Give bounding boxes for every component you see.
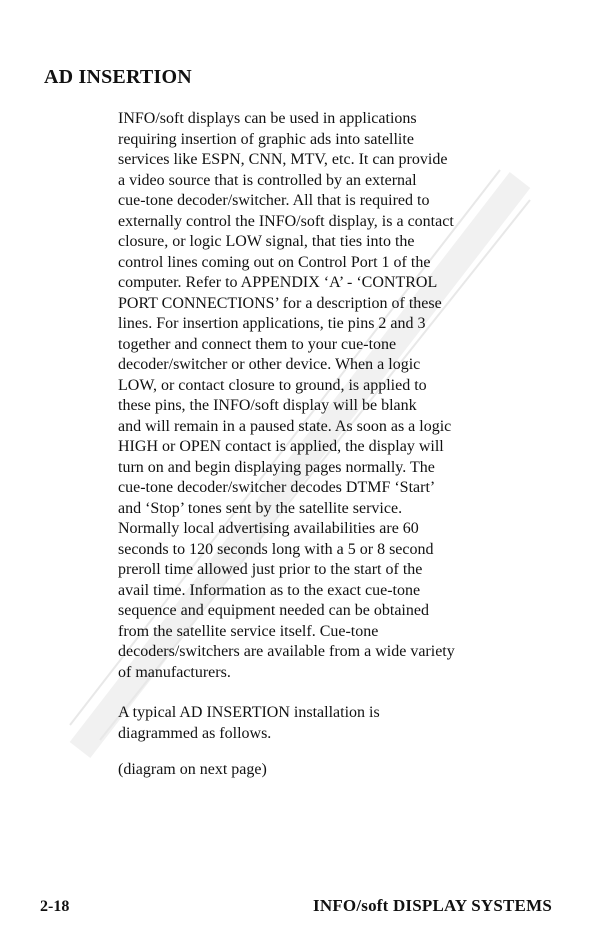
body-text: [118, 109, 528, 744]
text-line: cue-tone decoder/switcher decodes DTMF ‘Start’: [118, 479, 436, 496]
text-line: a video source that is controlled by an external: [118, 171, 417, 189]
text-line: together and connect them to your cue-tone: [118, 335, 397, 353]
text-line: and ‘Stop’ tones sent by the satellite service.: [118, 499, 403, 517]
text-line: Normally local advertising availabilities are 60: [118, 520, 419, 537]
text-line: seconds to 120 seconds long with a 5 or 8 second: [118, 540, 434, 558]
text-line: preroll time allowed just prior to the start of the: [118, 561, 423, 578]
text-line: avail time. Information as to the exact cue-tone: [118, 581, 421, 599]
text-line: and will remain in a paused state. As soon as a logic: [118, 417, 452, 435]
text-line: of manufacturers.: [118, 663, 231, 681]
diagram-note: (diagram on next page): [118, 761, 267, 778]
text-line: computer. Refer to APPENDIX ‘A’ - ‘CONTROL: [118, 274, 438, 291]
text-line: decoder/switcher or other device. When a logic: [118, 356, 421, 373]
text-line: A typical AD INSERTION installation is: [118, 704, 380, 721]
text-line: services like ESPN, CNN, MTV, etc. It can provide: [118, 151, 448, 168]
text-line: sequence and equipment needed can be obtained: [118, 602, 429, 619]
text-line: these pins, the INFO/soft display will be blank: [118, 397, 417, 414]
text-line: cue-tone decoder/switcher. All that is required to: [118, 192, 430, 209]
text-line: INFO/soft displays can be used in applications: [118, 110, 417, 127]
text-line: decoders/switchers are available from a wide variety: [118, 643, 455, 660]
text-line: control lines coming out on Control Port 1 of the: [118, 253, 431, 271]
paragraph-spacer: [118, 683, 528, 703]
paragraph-1: [118, 109, 528, 683]
text-line: LOW, or contact closure to ground, is applied to: [118, 376, 427, 394]
text-line: closure, or logic LOW signal, that ties into the: [118, 233, 415, 250]
page-number: 2-18: [40, 898, 70, 915]
text-line: PORT CONNECTIONS’ for a description of these: [118, 294, 442, 312]
text-line: from the satellite service itself. Cue-tone: [118, 622, 379, 640]
text-line: externally control the INFO/soft display, is a contact: [118, 212, 454, 230]
text-line: requiring insertion of graphic ads into satellite: [118, 130, 414, 148]
text-line: lines. For insertion applications, tie pins 2 and 3: [118, 315, 426, 332]
paragraph-2: [118, 703, 528, 744]
text-line: diagrammed as follows.: [118, 724, 272, 742]
section-title: AD INSERTION: [44, 66, 192, 88]
text-line: HIGH or OPEN contact is applied, the display will: [118, 438, 444, 455]
running-title: INFO/soft DISPLAY SYSTEMS: [313, 896, 552, 915]
text-line: turn on and begin displaying pages normally. The: [118, 458, 435, 476]
